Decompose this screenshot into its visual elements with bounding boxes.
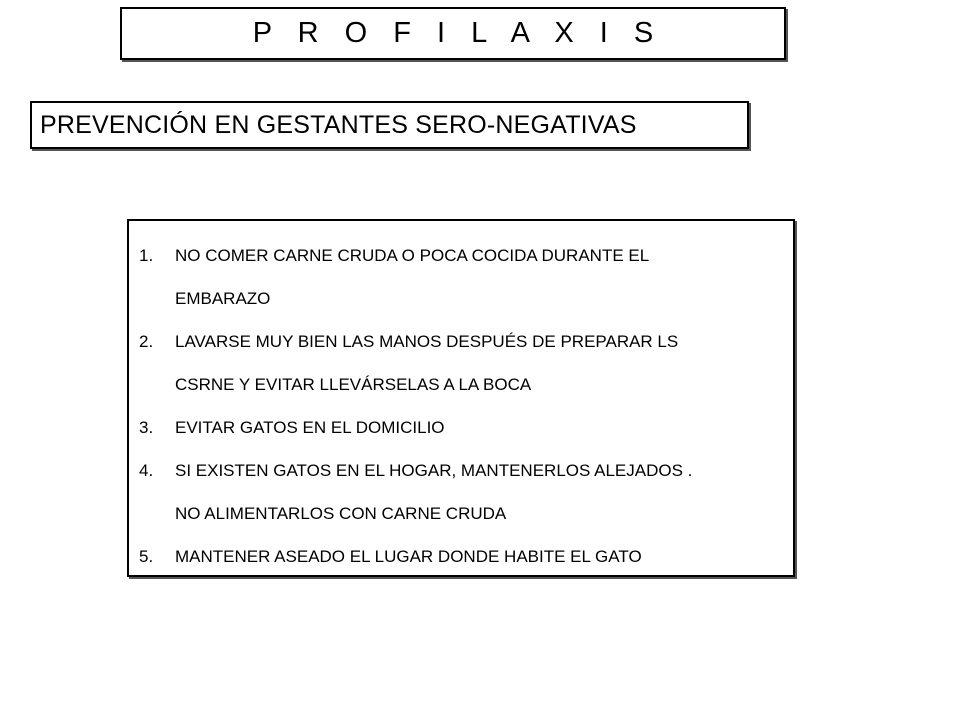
page-subtitle: PREVENCIÓN EN GESTANTES SERO-NEGATIVAS <box>40 110 637 139</box>
list-item-number: 4. <box>139 461 154 480</box>
list-item <box>139 406 783 449</box>
list-item-text: LAVARSE MUY BIEN LAS MANOS DESPUÉS DE PREPARAR LS CSRNE Y EVITAR LLEVÁRSELAS A LA BOCA <box>175 332 679 394</box>
list-item-text: EVITAR GATOS EN EL DOMICILIO <box>175 418 445 437</box>
list-item-text: SI EXISTEN GATOS EN EL HOGAR, MANTENERLOS ALEJADOS . NO ALIMENTARLOS CON CARNE CRUDA <box>175 461 693 523</box>
prevention-list <box>139 234 783 578</box>
page-title: P R O F I L A X I S <box>252 17 663 49</box>
list-item <box>139 234 783 320</box>
list-item <box>139 449 783 535</box>
title-box <box>120 7 786 60</box>
list-item <box>139 535 783 578</box>
list-item-text: NO COMER CARNE CRUDA O POCA COCIDA DURANTE EL EMBARAZO <box>175 246 650 308</box>
list-item <box>139 320 783 406</box>
prevention-list-box <box>127 219 795 577</box>
list-item-number: 1. <box>139 246 154 265</box>
list-item-number: 2. <box>139 332 154 351</box>
list-item-number: 3. <box>139 418 154 437</box>
subtitle-box <box>30 101 749 149</box>
list-item-text: MANTENER ASEADO EL LUGAR DONDE HABITE EL GATO <box>175 547 642 566</box>
list-item-number: 5. <box>139 547 154 566</box>
